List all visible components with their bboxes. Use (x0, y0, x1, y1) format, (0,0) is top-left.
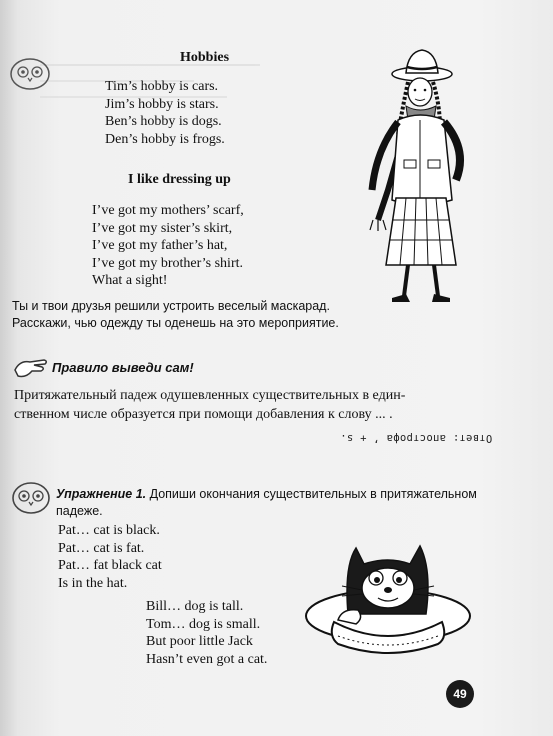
hobbies-poem (105, 78, 225, 148)
cat-in-hat-illustration (298, 526, 478, 661)
pointing-hand-icon (12, 352, 50, 382)
rule-title: Правило выведи сам! (52, 360, 194, 375)
poem-line: Pat… cat is fat. (58, 540, 145, 556)
poem-line: I’ve got my sister’s skirt, (92, 220, 233, 236)
girl-dressed-up-illustration (348, 40, 478, 310)
poem-line: I’ve got my brother’s shirt. (92, 255, 243, 271)
poem-line: But poor little Jack (146, 634, 253, 649)
exercise-text: Допиши окончания существительных в притяжательном (149, 487, 477, 501)
owl-icon (10, 478, 52, 516)
rule-line: ственном числе образуется при помощи добавления к слову ... . (14, 407, 393, 422)
dressing-poem (92, 202, 244, 290)
poem-line: Ben’s hobby is dogs. (105, 114, 222, 129)
exercise-label: Упражнение 1. (56, 487, 147, 501)
poem-line: Den’s hobby is frogs. (105, 131, 225, 147)
poem-line: Hasn’t even got a cat. (146, 651, 268, 667)
poem-line: Tom… dog is small. (146, 616, 261, 632)
rule-line: Притяжательный падеж одушевленных существительных в един- (14, 388, 406, 403)
poem-line: Bill… dog is tall. (146, 599, 244, 614)
poem-line: Pat… cat is black. (58, 523, 160, 538)
answer-upside-down: Ответ: апострофа ’ + s. (340, 432, 493, 444)
hobbies-title: Hobbies (180, 50, 230, 65)
exercise-text-cont: падеже. (56, 504, 103, 518)
task-line: Расскажи, чью одежду ты оденешь на это мероприятие. (12, 316, 339, 330)
poem-line: I’ve got my father’s hat, (92, 238, 228, 253)
poem-line: Pat… fat black cat (58, 558, 162, 573)
exercise-stanza-2 (146, 598, 267, 668)
poem-line: Is in the hat. (58, 575, 128, 591)
poem-line: Jim’s hobby is stars. (105, 96, 219, 112)
exercise-stanza-1 (58, 522, 162, 592)
poem-line: Tim’s hobby is cars. (105, 79, 219, 94)
poem-line: What a sight! (92, 273, 168, 288)
task-intro (12, 298, 339, 332)
exercise-instructions (56, 486, 536, 520)
owl-icon (8, 52, 52, 92)
dressing-title: I like dressing up (128, 172, 231, 187)
rule-text (14, 386, 405, 424)
page-number-badge: 49 (446, 680, 474, 708)
poem-line: I’ve got my mothers’ scarf, (92, 203, 244, 218)
task-line: Ты и твои друзья решили устроить веселый маскарад. (12, 299, 330, 313)
